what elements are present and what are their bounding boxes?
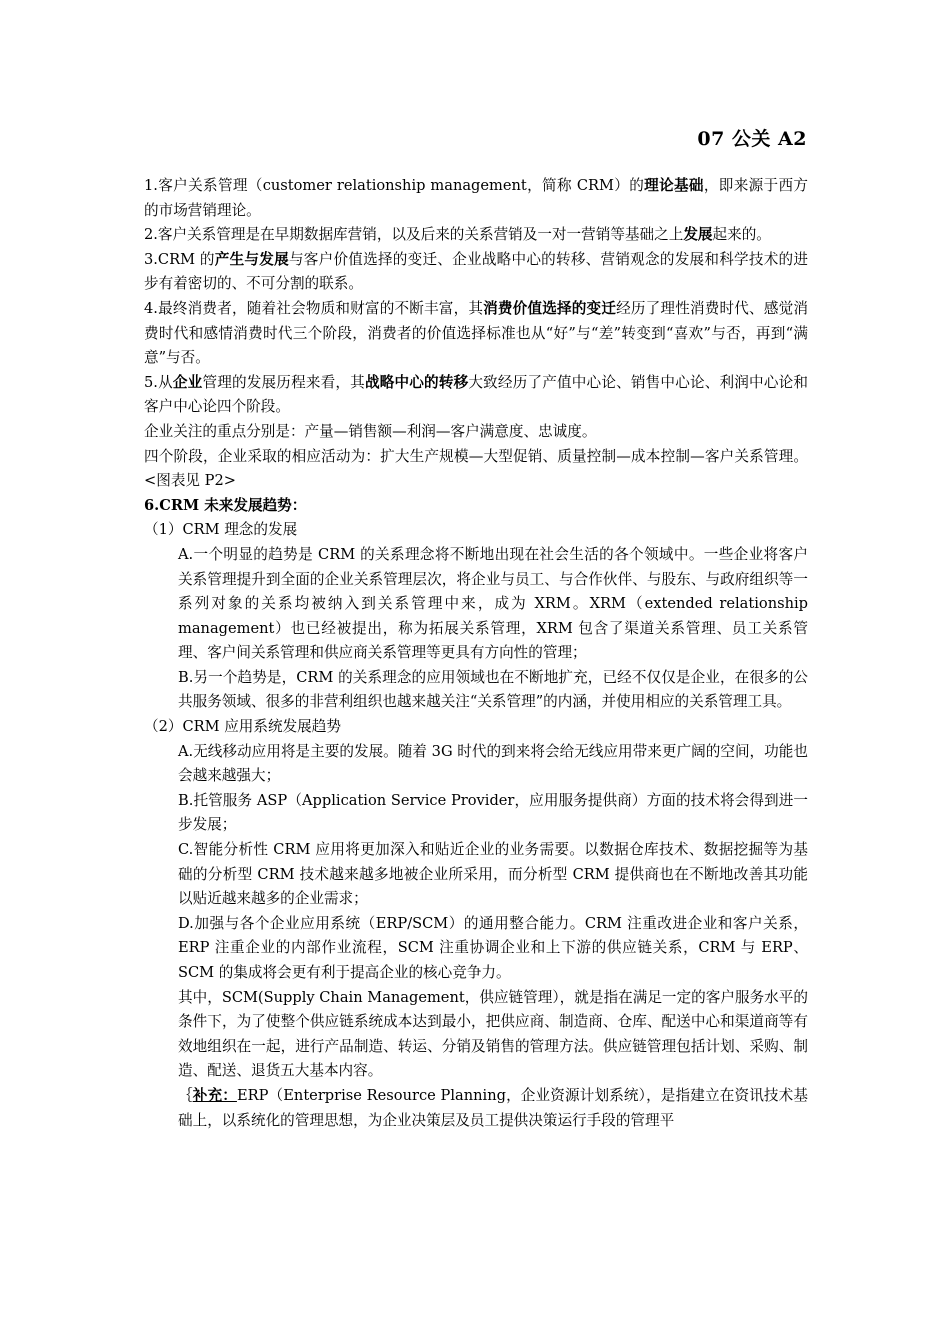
paragraph-5	[144, 371, 808, 420]
scm-paragraph: 其中，SCM(Supply Chain Management，供应链管理），就是指在满足一定的客户服务水平的条件下，为了使整个供应链系统成本达到最小，把供应商、制造商、仓库、配送中心和渠道商等有效地组织在一起，进行产品制造、转运、分销及销售的管理方法。供应链管理包括计划、采购、制造、配送、退货五大基本内容。	[178, 988, 808, 1080]
subsection-2-heading: （2）CRM 应用系统发展趋势	[144, 718, 341, 736]
paragraph-4	[144, 297, 808, 371]
bold-term: 发展	[683, 226, 713, 244]
item-1b: B.另一个趋势是，CRM 的关系理念的应用领域也在不断地扩充，已经不仅仅是企业，在很多的公共服务领域、很多的非营利组织也越来越关注“关系管理”的内涵，并使用相应的关系管理工具。	[178, 668, 808, 711]
text: 与客户价值选择的变迁、企业战略中心的转移、营销观念的发展和科学技术的进步有着密切的、不可分割的联系。	[144, 250, 808, 293]
paragraph-7: 四个阶段，企业采取的相应活动为：扩大生产规模—大型促销、质量控制—成本控制—客户关系管理。<图表见 P2>	[144, 447, 808, 490]
item-2b: B.托管服务 ASP（Application Service Provider，应用服务提供商）方面的技术将会得到进一步发展；	[178, 791, 808, 834]
paragraph-6: 企业关注的重点分别是：产量—销售额—利润—客户满意度、忠诚度。	[144, 422, 597, 440]
item-2d: D.加强与各个企业应用系统（ERP/SCM）的通用整合能力。CRM 注重改进企业和客户关系，ERP 注重企业的内部作业流程，SCM 注重协调企业和上下游的供应链关系，CRM 与 ERP、SCM 的集成将会更有利于提高企业的核心竞争力。	[178, 914, 808, 981]
text: ERP（Enterprise Resource Planning，企业资源计划系统），是指建立在资讯技术基础上，以系统化的管理思想，为企业决策层及员工提供决策运行手段的管理平	[178, 1086, 808, 1129]
section-6-title	[144, 494, 808, 519]
brace: ｛	[178, 1086, 193, 1104]
item-2a: A.无线移动应用将是主要的发展。随着 3G 时代的到来将会给无线应用带来更广阔的空间，功能也会越来越强大；	[178, 742, 808, 785]
document-code: 07 公关 A2	[697, 128, 807, 150]
text: 经历了理性消费时代、感觉消费时代和感情消费时代三个阶段，消费者的价值选择标准也从“好”与“差”转变到“喜欢”与否，再到“满意”与否。	[144, 299, 808, 367]
text: 4.最终消费者，随着社会物质和财富的不断丰富，其	[144, 299, 484, 317]
bold-term: 产生与发展	[214, 250, 289, 268]
supplement-label: 补充：	[192, 1086, 237, 1104]
text: ，即来源于西方的市场营销理论。	[144, 177, 808, 219]
text: 大致经历了产值中心论、销售中心论、利润中心论和客户中心论四个阶段。	[144, 373, 808, 416]
paragraph-2	[144, 223, 808, 248]
text: 起来的。	[712, 226, 771, 244]
text: 2.客户关系管理是在早期数据库营销，以及后来的关系营销及一对一营销等基础之上	[144, 226, 684, 244]
erp-paragraph	[144, 1084, 808, 1133]
bold-term: 理论基础	[644, 177, 704, 194]
text: 管理的发展历程来看，其	[202, 373, 365, 391]
bold-term: 消费价值选择的变迁	[483, 299, 617, 317]
bold-term: 战略中心的转移	[364, 373, 469, 391]
item-2c: C.智能分析性 CRM 应用将更加深入和贴近企业的业务需要。以数据仓库技术、数据挖掘等为基础的分析型 CRM 技术越来越多地被企业所采用，而分析型 CRM 提供商也在不断地改善其功能以贴近越来越多的企业需求；	[178, 841, 808, 908]
text: 3.CRM 的	[144, 250, 215, 268]
bold-term: 企业	[172, 373, 203, 391]
item-1a: A.一个明显的趋势是 CRM 的关系理念将不断地出现在社会生活的各个领域中。一些企业将客户关系管理提升到全面的企业关系管理层次，将企业与员工、与合作伙伴、与股东、与政府组织等一系列对象的关系均被纳入到关系管理中来，成为 XRM。XRM（extended relationship management）也已经被提出，称为拓展关系管理，XRM 包含了渠道关系管理、员工关系管理、客户间关系管理和供应商关系管理等更具有方向性的管理；	[178, 545, 808, 662]
subsection-1-heading: （1）CRM 理念的发展	[144, 521, 298, 539]
text: 1.客户关系管理（customer relationship management，简称 CRM）的	[144, 177, 645, 194]
section-heading: 6.CRM 未来发展趋势：	[144, 496, 307, 514]
paragraph-3	[144, 248, 808, 297]
document-body	[144, 174, 808, 1133]
text: 5.从	[144, 373, 173, 391]
paragraph-1	[144, 174, 808, 223]
